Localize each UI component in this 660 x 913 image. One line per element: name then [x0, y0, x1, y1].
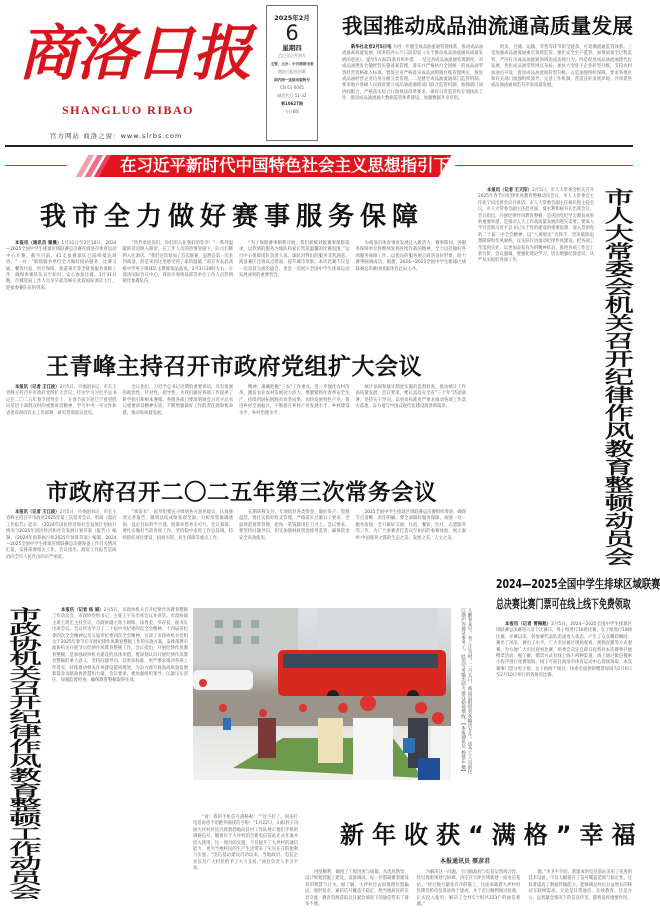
- banner-line-right: [455, 165, 633, 166]
- body-column: 精神，准确把握“三农”工作重点，进一步强化农村改革，激发农业农村发展动力活力。要紧紧抓住春季安全生产，持续巩固拓展脱贫攻坚成果，加快发展特色产业，推进乡村全面振兴，不断提升乡村产业发展水平、乡村建设水平、乡村治理水平。: [239, 385, 350, 416]
- dateline: 新华社北京2月5日电: [351, 45, 392, 50]
- body-column: 为商洛市体育事业发展注入新活力。赛事期间，各服务保障单位将继续发扬连续作战的精神，全力以赴做好各项服务保障工作，以优良的服务展示商洛良好形象，助力赛事圆满成功。据悉，2024—2025全国中学生排球区域联赛总决赛由国家体育总局主办。: [355, 241, 466, 272]
- body-column: 统计法规和统计制度实施的监督检查，推动统计工作高质量发展。会议要求，要认真落实全省“三个年”活动部署，坚持实干导向，以更高标准更严要求推动各项工作落实落地，奋力谱写中国式现代化建设商洛新篇章。: [355, 385, 466, 410]
- byline: 本报讯（通讯员 秦晨）: [15, 241, 62, 246]
- issue-number: 第10627期: [281, 101, 303, 106]
- sports-service-body: 本报讯（通讯员 秦晨）1月31日至2月10日，2024—2025全国中学生排球区域联赛总决赛在商洛市体育运动中心开赛。截至目前，41支参赛球队已陆续抵达商洛，“一对一”联络服务单位全力做好接站服务、比赛交通、餐饮住宿、医疗保障、旅游观光等全链条服务保障工作，确保参赛队伍宾至如归、安心参加比赛。1月31日晚，市城管局工作人员早早就等候在欢迎国际酒店大厅，迎接参赛队伍的到来。 “热烈欢迎你们，你们的入住我们的荣幸！”一系列温暖的话语映入眼帘，在工作人员的热情迎接下，队员们顺利入住酒店。“我们这次参加了首次联赛，虽然是第一次来到商洛，但是来到这里感受到了家的温暖。”南京市玄武高级中学男子排球队主教练张晶晶说。2月3日20时左右，在商洛国际会议中心，商洛市委统战部等单位工作人员热情接待参赛队伍。 “为了保障赛事顺利开展，我们积极对接赛事保障需求，以热情的服务为球队和家长营造温馨的比赛氛围。”运行中心保障团队负责人说。球队对我们的服务非常满意。商洛赛区还将以点带面，提升城市形象。本次比赛不仅是一次竞技交流的盛会，更是一次展示全国中学生排球运动发展成果的重要机会。 为商洛市体育事业发展注入新活力。赛事期间，各服务保障单位将继续发扬连续作战的精神，全力以赴做好各项服务保障工作，以优良的服务展示商洛良好形象，助力赛事圆满成功。据悉，2024—2025全国中学生排球区域联赛总决赛由国家体育总局主办。: [6, 241, 466, 327]
- cn-number: CN 61-0045: [280, 85, 304, 90]
- body-column: 进度顺利，确保了工程进度与质量。从选址勘察、设计规划到施工建设、设备调试，每一步都凝聚着建设者的智慧与汗水。据了解，大坪村过去因地理位置偏远、地形复杂，通信信号覆盖不稳定，给当地居民的信息交流、教育资源获取以及紧急情况下的通信带来了诸多不便。: [305, 870, 409, 908]
- byline: 本报讯（记者 王天阳）: [487, 188, 532, 193]
- byline: 本报讯（记者 贾梅航）: [505, 622, 552, 627]
- page-count: 今日8版: [284, 109, 300, 114]
- newspaper-logo: 商洛日报: [18, 19, 250, 89]
- top-story-col1: 为进一步健全成品油流通管理体系，推动成品油流通高质量发展，国务院办公厅日前印发《关于推动成品油流通高质量发展的意见》，提出5方面21条具体举措。一是完善成品油流通管理制度，对成品油批发仓储经营实施备案管理，落实并严格执行全国统一的成品油零售经营资格准入标准。督促企业严格落实成品油购销台账管理规定，推进成品油经营企业信用分级分类管理。二是健全成品油流通部门监管机制。要求地方各级人民政府建立成品油流通跨部门联合监管机制，加强部门间协同配合，严格落实综合行政执法改革要求，做好日常监管和专项执法工作，推进成品油流通大数据监管体系建设，加强数据共享应用。: [342, 45, 484, 102]
- news-photo-workers-boarding-bus: [193, 608, 451, 780]
- body-column: 会议指出，习近平总书记近期的重要讲话，具有很强的政治性、针对性、指导性，为我们做好各项工作提供了科学指引和根本遵循。各级各部门要深刻领会习近平总书记重要讲话精神实质，不断增强做好工作的责任感和使命感，推动高质量发展。: [122, 385, 233, 416]
- cppcc-headline[interactable]: 市政协机关召开纪律作风教育整顿工作动员会: [3, 607, 42, 900]
- body-column: 2025全国中学生排球区域联赛总决赛组织筹备，确保节点清晰、责任明确。要全面做好服务保障，加强一对一服务衔接，全力做好交通、住宿、餐饮、医疗、志愿服务等工作，为广大参赛者打造宾至如归的参赛体验，展示秦岭·中国康养之都的生态之美、发展之美、人文之美。: [355, 510, 466, 541]
- byline: 本报讯（记者 杨 娟）: [61, 608, 104, 613]
- lunar-date: 乙巳年正月初九: [278, 53, 306, 58]
- body-column: “为了保障赛事顺利开展，我们积极对接赛事保障需求，以热情的服务为球队和家长营造温馨的比赛氛围。”运行中心保障团队负责人说。球队对我们的服务非常满意。商洛赛区还将以点带面，提升城市形象。本次比赛不仅是一次竞技交流的盛会，更是一次展示全国中学生排球运动发展成果的重要机会。: [239, 241, 350, 279]
- volleyball-headline-line2[interactable]: 总决赛比赛门票可在线上线下免费领取: [496, 597, 631, 611]
- council-meeting-body: 本报讯（记者 王江波）2月5日，市委副书记、市长王青峰主持召开市政府2025年第三次常务会议，听取《政府工作报告》起草、《2024年国民经济和社会发展计划执行情况与2025年国民经济和社会发展计划草案（报告）》编制、《2024年预算执行和2025年预算草案》编制、2024—2025全国中学生排球区域联赛总决赛筹备工作有关情况汇报，安排部署相关工作。会议指出，政府工作报告是政府向全市人民作出的庄严承诺。 “承诺书”，起草组要充分吸纳各方意见建议，认真修改完善报告，做到总结成绩客观全面、分析形势准确透彻、设定目标科学合理、政策举措务实可行。会议强调，要扎实做好当前各项工作，坚持稳中求进工作总基调，持续抓好项目建设、招商引资、民生保障等重点工作。 长期转移支付，专项债券各类资金，做好资产、资源盘活。要扎实抓好收支管理，严格落实过紧日子要求，全面规范预算管理，把每一笔钱都用在刀刃上。会议要求，要坚持问题导向，切实加强财政资金使用监管，确保资金安全高效使用。 2025全国中学生排球区域联赛总决赛组织筹备，确保节点清晰、责任明确。要全面做好服务保障，加强一对一服务衔接，全力做好交通、住宿、餐饮、医疗、志愿服务等工作，为广大参赛者打造宾至如归的参赛体验，展示秦岭·中国康养之都的生态之美、发展之美、人文之美。: [6, 510, 466, 576]
- volleyball-headline-line1[interactable]: 2024—2025全国中学生排球区域联赛: [496, 577, 660, 591]
- volleyball-body: 本报讯（记者 贾梅航）2月5日，2024—2025全国中学生排球区域联赛总决赛进入首个比赛日，男子组进行10场比赛，女子组进行18场比赛。开赛以来，各参赛代表队迅速进入状态，产生了众多精彩瞬间，赛出了风采，赛出了水平。广大市民通过现场观看、视频直播等方式观赛。为方便广大市民观看比赛，组委会决定自即日起将对本次赛事开展赠票活动。据了解，赠票方式有线上线下两种渠道，线上通过微信搜索小程序进行免费领取，线下可前往商洛市体育运动中心现场领取。本次赛事门票分男子组、女子组两个项目，执委会提供的赠票时间为2月6日至2月10日举行的各场次比赛。: [496, 622, 633, 679]
- body-column: “热烈欢迎你们，你们的入住我们的荣幸！”一系列温暖的话语映入眼帘，在工作人员的热情迎接下，队员们顺利入住酒店。“我们这次参加了首次联赛，虽然是第一次来到商洛，但是来到这里感受到了家的温暖。”南京市玄武高级中学男子排球队主教练张晶晶说。2月3日20时左右，在商洛国际会议中心，商洛市委统战部等单位工作人员热情接待参赛队伍。: [122, 241, 233, 285]
- body-column: 长期转移支付，专项债券各类资金，做好资产、资源盘活。要扎实抓好收支管理，严格落实过紧日子要求，全面规范预算管理，把每一笔钱都用在刀刃上。会议要求，要坚持问题导向，切实加强财政资金使用监管，确保资金安全高效使用。: [239, 510, 350, 541]
- happiness-headline[interactable]: 新年收获“满格”幸福: [340, 821, 644, 849]
- body-column: “承诺书”，起草组要充分吸纳各方意见建议，认真修改完善报告，做到总结成绩客观全面、分析形势准确透彻、设定目标科学合理、政策举措务实可行。会议强调，要扎实做好当前各项工作，坚持稳中求进工作总基调，持续抓好项目建设、招商引资、民生保障等重点工作。: [122, 510, 233, 541]
- publisher: 商洛日报社出版: [278, 69, 306, 74]
- photo-illustration: [193, 608, 451, 780]
- top-story-body: [342, 45, 632, 141]
- date-box: [266, 5, 318, 141]
- top-story-col2: 批发、仓储、运输、零售等环节的全链条、可追溯流通监管体系。三是加强成品油流通重点领域监管。强化安全生产监管，加强质量全过程监管，严厉打击成品油流通领域违法违规行为。四是促进成品油流通现代化发展，优化成品油零售网点布局，加快大型骨干企业转型升级，支持农村加油点开设，推进成品油流通转型升级。五是加强组织保障。要求各地区和有关部门加强组织领导，完善工作机制，营造良好发展环境，共同促进成品油流通规范有序高质量发展。: [491, 45, 632, 89]
- date-year-month: 2025年2月: [274, 14, 310, 22]
- party-meeting-body: 本报讯（记者 王江波）2月5日，市委副书记、市长王青峰主持召开市政府党组扩大会议，传达学习习近平总书记在二〇二五年春节团拜会上、在春节前夕赴辽宁看望慰问基层干部群众时的重要讲话精神，学习中央一号文件和省委省政府有关工作部署，研究贯彻落实意见。 会议指出，习近平总书记近期的重要讲话，具有很强的政治性、针对性、指导性，为我们做好各项工作提供了科学指引和根本遵循。各级各部门要深刻领会习近平总书记重要讲话精神实质，不断增强做好工作的责任感和使命感，推动高质量发展。 精神，准确把握“三农”工作重点，进一步强化农村改革，激发农业农村发展动力活力。要紧紧抓住春季安全生产，持续巩固拓展脱贫攻坚成果，加快发展特色产业，推进乡村全面振兴，不断提升乡村产业发展水平、乡村建设水平、乡村治理水平。 统计法规和统计制度实施的监督检查，推动统计工作高质量发展。会议要求，要认真落实全省“三个年”活动部署，坚持实干导向，以更高标准更严要求推动各项工作落实落地，奋力谱写中国式现代化建设商洛新篇章。: [6, 385, 466, 455]
- npc-body: 本报讯（记者 王天阳）2月5日，市人大常委会机关召开2025年春节后纪律作风教育整顿动员会议。市人大常委会主任张宁田出席会议并讲话。市人大常委会副主任杨长根主持会议。市人大常委会副主任赵亚斌、夏水利和秘书长出席会议。会议指出，开展纪律作风教育整顿，是巩固党纪学习教育成果的重要举措，是推动人大工作高质量发展的现实需要。要深入学习贯彻习近平总书记关于党的建设的重要思想，深入贯彻党的二十届三中全会精神，以“八项规定”为抓手，坚决破除思想障碍和作风顽疾，以实际行动推动纪律作风建设，把各项工作落到实处，以更加奋发有为的精神状态，推进各项工作迈上新台阶。会议强调，要强化理论学习，切实增强纪律意识，从严从实抓好各项工作。: [478, 188, 595, 264]
- sponsor: 主管、主办：中共商洛市委: [270, 62, 314, 66]
- photo-caption-text: 人勤春来早，务工正当时。二月五日，商南县组织劳务输出专车，送务工人员前往江浙沪等地从事务工。此次劳务输出助力群众稳岗增收。: [460, 608, 472, 774]
- date-day: 6: [285, 21, 299, 45]
- npc-headline[interactable]: 市人大常委会机关召开纪律作风教育整顿动员会: [599, 188, 633, 566]
- top-story-headline[interactable]: 我国推动成品油流通高质量发展: [342, 14, 634, 38]
- newspaper-pinyin-name: SHANGLUO RIBAO: [62, 103, 195, 117]
- byline: 本报讯（记者 王江波）: [15, 385, 60, 390]
- photo-caption: [452, 608, 472, 778]
- body-column: 为解决这一问题，王闫镇政府与电信运营商合作，经过周密规划与协调，决定在大坪区域新建一座电信基站。“经过数月紧张有序的施工，这座承载着大坪村村民期待的电信基站终于建成，并于近日顺利通过验收，正式投入使用，解决了全村5个组共223户的通信难题。”: [416, 870, 521, 908]
- body-column: 题。”李卫平介绍，新建成的电信基站采用了先进的技术设备，不仅大幅提升了信号覆盖范围与稳定性，还显著提高了数据传输能力，能够满足村民日益增长的移动互联网需求。无论是日常通信、在线教育，还是办公、远程紧急情况下的信息传送，都将发挥重要作用。: [528, 870, 633, 901]
- council-meeting-headline[interactable]: 市政府召开二〇二五年第三次常务会议: [46, 480, 438, 506]
- cppcc-body: 本报讯（记者 杨 娟）2月5日，市政协机关召开纪律作风教育整顿工作动员会。市政协党组书记、主席王宇东出席会议并讲话。市政协副主席王周宏主持会议，市政协副主席王朝辉、徐秀金、罗存良，秘书长出席会议。会议传达学习了二十届中央纪委四次全会精神、十四届省纪委四次全会精神以及五届市纪委四次全会精神，宣读了市政协机关党组关于2025年春节后开展纪律作风教育整顿工作的实施方案，安排部署市政协机关开展节后纪律作风教育整顿工作。会议指出，开展纪律作风教育整顿，是加强政协机关建设的具体举措。要深刻认识开展纪律作风教育整顿的重大意义，坚持问题导向，以更高标准、更严要求推动各项工作落实，持续推动机关作风建设提质增效，为奋力谱写商洛高质量发展新篇章贡献政协智慧和力量。会议要求，要加强组织领导，压紧压实责任，加强监督检查，确保教育整顿取得实效。: [52, 608, 188, 684]
- happiness-byline: 本报通讯员 蔡彦君: [440, 858, 491, 865]
- cn-label: 国内统一连续出版物号: [274, 78, 310, 82]
- postal-code: 邮发代号 51-32: [277, 93, 307, 98]
- happiness-body: [305, 870, 632, 910]
- party-meeting-headline[interactable]: 王青峰主持召开市政府党组扩大会议: [46, 354, 422, 380]
- masthead-divider: [5, 145, 633, 147]
- byline: 本报讯（记者 王江波）: [15, 510, 60, 515]
- sports-service-headline[interactable]: 我市全力做好赛事服务保障: [40, 202, 425, 232]
- happiness-intro: “看！我的手机信号满格啦！”“这下好了，回来打电话再也不用跑外面找信号啦！”1月22日，山阳县王闫镇大坪村村民兴致勃勃地向驻村工作队展示他们手机的满格信号。随着位于大坪村的全新电信基站正式开通并投入使用，这一项目的实施，不仅提升了大坪村的通信能力，更为当地村民的生产生活带来了实实在在的便利与实惠。“电信基站建设启动以来，当地政府、电信企业以及广大村民给予了大力支持。”项目负责人李卫平说。: [193, 815, 298, 872]
- date-weekday: 星期四: [282, 44, 302, 52]
- photo-credit: 【本报通讯员 杨建东 摄】: [460, 723, 466, 775]
- banner-text: 在习近平新时代中国特色社会主义思想指引下: [120, 156, 450, 175]
- website-link[interactable]: 官方网站 商洛之窗：www.slrbs.com: [50, 132, 183, 140]
- banner-line-left: [5, 165, 67, 166]
